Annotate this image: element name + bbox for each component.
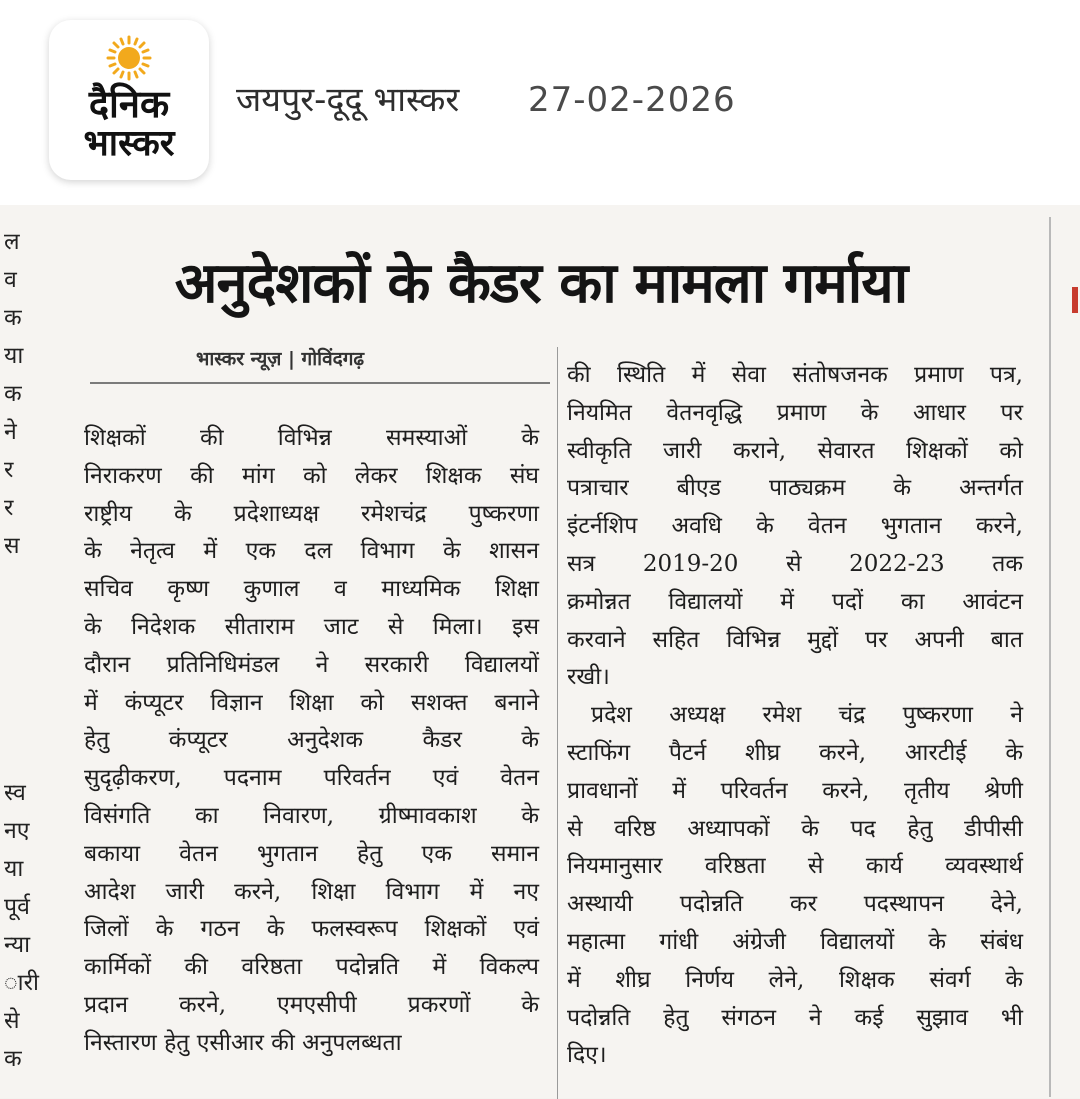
fragment-line: नए [4, 818, 30, 844]
text-line: प्रावधानों में परिवर्तन करने, तृतीय श्रेणी [567, 777, 1023, 804]
byline-rule [90, 382, 550, 384]
newspaper-clipping [0, 205, 1080, 1098]
text-line: पत्राचार बीएड पाठ्यक्रम के अन्तर्गत [567, 475, 1023, 502]
text-line: निराकरण की मांग को लेकर शिक्षक संघ [84, 462, 539, 489]
page-edge-rule [1049, 217, 1051, 1097]
fragment-line: क [4, 1046, 22, 1072]
logo-text-dainik: दैनिक [88, 82, 170, 126]
text-line: सचिव कृष्ण कुणाल व माध्यमिक शिक्षा [84, 576, 539, 603]
text-line: क्रमोन्नत विद्यालयों में पदों का आवंटन [567, 588, 1023, 615]
text-line: पदोन्नति हेतु संगठन ने कई सुझाव भी [567, 1004, 1023, 1031]
fragment-line: क [4, 305, 22, 331]
text-line: कार्मिकों की वरिष्ठता पदोन्नति में विकल्प [84, 954, 539, 981]
article-column-left [84, 420, 539, 1063]
text-line: इंटर्नशिप अवधि के वेतन भुगतान करने, [567, 513, 1023, 540]
fragment-line: स्व [4, 780, 26, 806]
text-line: में कंप्यूटर विज्ञान शिक्षा को सशक्त बनाने [84, 689, 539, 716]
text-line: के निदेशक सीताराम जाट से मिला। इस [84, 613, 539, 640]
text-line: की स्थिति में सेवा संतोषजनक प्रमाण पत्र, [567, 362, 1023, 388]
text-line: नियमित वेतनवृद्धि प्रमाण के आधार पर [567, 399, 1023, 426]
text-line: हेतु कंप्यूटर अनुदेशक कैडर के [84, 727, 539, 754]
adjacent-column-fragment [4, 223, 39, 1072]
fragment-line: स [4, 533, 20, 559]
edition-date: 27-02-2026 [528, 80, 736, 120]
text-line: सुदृढ़ीकरण, पदनाम परिवर्तन एवं वेतन [84, 765, 539, 792]
article-column-right [567, 357, 1023, 1075]
text-line: प्रदान करने, एमएसीपी प्रकरणों के [84, 991, 539, 1018]
fragment-line: र [4, 457, 14, 483]
fragment-line: व [4, 267, 17, 293]
text-line: निस्तारण हेतु एसीआर की अनुपलब्धता [84, 1029, 402, 1056]
sun-logo-icon [105, 34, 153, 82]
text-line: स्टाफिंग पैटर्न शीघ्र करने, आरटीई के [567, 739, 1023, 766]
fragment-line: क [4, 381, 22, 407]
text-line: रखी। [567, 664, 610, 691]
fragment-line: पूर्व [4, 894, 30, 920]
text-line: दिए। [567, 1042, 607, 1069]
fragment-line: ारी [4, 970, 39, 996]
text-line: आदेश जारी करने, शिक्षा विभाग में नए [84, 878, 539, 905]
text-line: महात्मा गांधी अंग्रेजी विद्यालयों के संबंध [567, 928, 1023, 955]
adjacent-red-mark [1072, 287, 1078, 313]
fragment-line: या [4, 343, 24, 369]
text-line: विसंगति का निवारण, ग्रीष्मावकाश के [84, 802, 539, 829]
column-divider [557, 347, 558, 1099]
text-line: में शीघ्र निर्णय लेने, शिक्षक संवर्ग के [567, 966, 1023, 993]
fragment-line: ने [4, 419, 17, 445]
text-line: दौरान प्रतिनिधिमंडल ने सरकारी विद्यालयों [84, 651, 539, 678]
text-line: बकाया वेतन भुगतान हेतु एक समान [84, 840, 539, 867]
text-line: जिलों के गठन के फलस्वरूप शिक्षकों एवं [84, 916, 539, 943]
text-line: स्वीकृति जारी कराने, सेवारत शिक्षकों को [567, 437, 1023, 464]
fragment-line: र [4, 495, 14, 521]
text-line: के नेतृत्व में एक दल विभाग के शासन [84, 538, 539, 565]
text-line: प्रदेश अध्यक्ष रमेश चंद्र पुष्करणा ने [591, 702, 1023, 729]
logo-text-bhaskar: भास्कर [83, 123, 175, 164]
header-bar [0, 0, 1080, 205]
fragment-line: या [4, 856, 24, 882]
text-line: शिक्षकों की विभिन्न समस्याओं के [84, 425, 539, 451]
text-line: सत्र 2019-20 से 2022-23 तक [567, 550, 1023, 577]
text-line: नियमानुसार वरिष्ठता से कार्य व्यवस्थार्थ [567, 853, 1023, 880]
fragment-line: से [4, 1008, 20, 1034]
dainik-bhaskar-logo[interactable] [49, 20, 209, 180]
text-line: अस्थायी पदोन्नति कर पदस्थापन देने, [567, 891, 1023, 918]
byline: भास्कर न्यूज़ | गोविंदगढ़ [196, 348, 365, 370]
fragment-line: न्या [4, 932, 31, 958]
text-line: राष्ट्रीय के प्रदेशाध्यक्ष रमेशचंद्र पुष्करणा [84, 500, 539, 527]
fragment-line: ल [4, 229, 20, 255]
text-line: से वरिष्ठ अध्यापकों के पद हेतु डीपीसी [567, 815, 1023, 842]
text-line: करवाने सहित विभिन्न मुद्दों पर अपनी बात [567, 626, 1023, 653]
edition-name: जयपुर-दूदू भास्कर [236, 80, 460, 120]
headline: अनुदेशकों के कैडर का मामला गर्माया [174, 251, 908, 316]
